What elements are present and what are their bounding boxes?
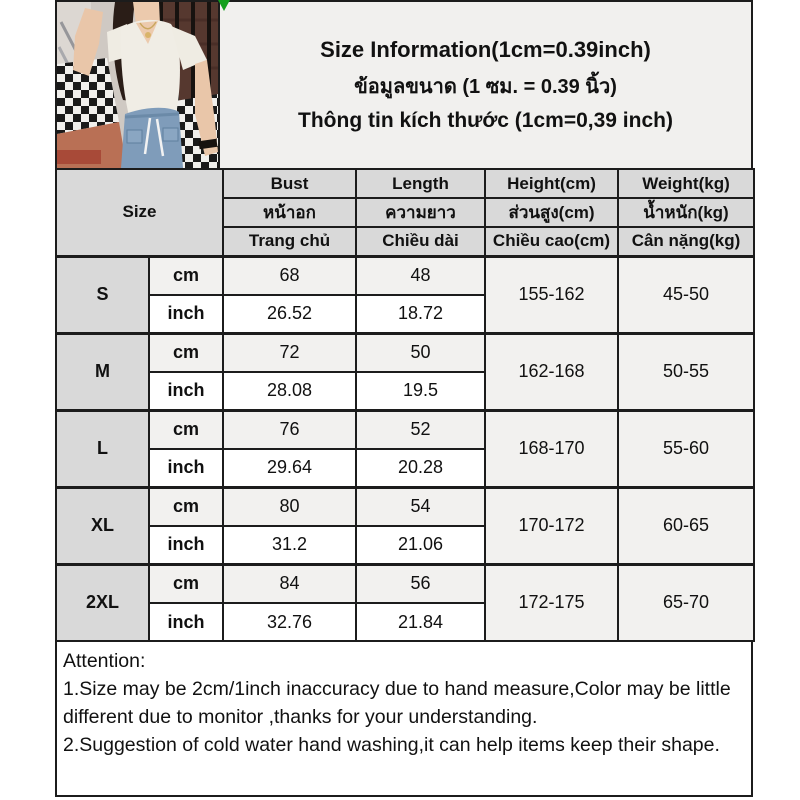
col-length-en: Length — [356, 169, 485, 198]
height-range: 162-168 — [485, 333, 618, 410]
unit-cm: cm — [149, 564, 223, 603]
col-bust-th: หน้าอก — [223, 198, 356, 227]
col-bust-vn: Trang chủ — [223, 227, 356, 256]
green-triangle-marker — [218, 0, 230, 11]
size-m: M — [56, 333, 149, 410]
product-photo-illustration — [57, 2, 218, 168]
height-range: 155-162 — [485, 256, 618, 333]
unit-cm: cm — [149, 333, 223, 372]
bust-inch-value: 31.2 — [223, 526, 356, 564]
col-weight-en: Weight(kg) — [618, 169, 754, 198]
length-cm-value: 48 — [356, 256, 485, 295]
top-section — [55, 0, 753, 170]
col-bust-en: Bust — [223, 169, 356, 198]
size-info-title — [220, 2, 751, 168]
table-row — [56, 333, 754, 372]
height-range: 168-170 — [485, 410, 618, 487]
height-range: 170-172 — [485, 487, 618, 564]
unit-inch: inch — [149, 372, 223, 410]
length-inch-value: 18.72 — [356, 295, 485, 333]
bust-inch-value: 28.08 — [223, 372, 356, 410]
product-photo — [57, 2, 220, 168]
col-length-vn: Chiều dài — [356, 227, 485, 256]
title-vietnamese: Thông tin kích thước (1cm=0,39 inch) — [298, 109, 673, 132]
title-english: Size Information(1cm=0.39inch) — [320, 37, 651, 62]
length-cm-value: 52 — [356, 410, 485, 449]
size-s: S — [56, 256, 149, 333]
height-range: 172-175 — [485, 564, 618, 641]
length-inch-value: 19.5 — [356, 372, 485, 410]
length-cm-value: 56 — [356, 564, 485, 603]
header-row-en — [56, 169, 754, 198]
size-l: L — [56, 410, 149, 487]
size-chart-sheet — [55, 0, 753, 797]
length-cm-value: 54 — [356, 487, 485, 526]
weight-range: 45-50 — [618, 256, 754, 333]
bust-cm-value: 84 — [223, 564, 356, 603]
col-weight-vn: Cân nặng(kg) — [618, 227, 754, 256]
attention-note-2: 2.Suggestion of cold water hand washing,it can help items keep their shape. — [63, 734, 720, 756]
table-row — [56, 410, 754, 449]
col-height-vn: Chiều cao(cm) — [485, 227, 618, 256]
length-inch-value: 21.06 — [356, 526, 485, 564]
length-inch-value: 20.28 — [356, 449, 485, 487]
table-row — [56, 256, 754, 295]
bust-inch-value: 29.64 — [223, 449, 356, 487]
title-thai: ข้อมูลขนาด (1 ซม. = 0.39 นิ้ว) — [354, 76, 617, 98]
bust-cm-value: 68 — [223, 256, 356, 295]
attention-heading: Attention: — [63, 650, 146, 672]
bust-inch-value: 32.76 — [223, 603, 356, 641]
col-weight-th: น้ำหนัก(kg) — [618, 198, 754, 227]
unit-inch: inch — [149, 526, 223, 564]
unit-inch: inch — [149, 295, 223, 333]
size-header: Size — [56, 169, 223, 256]
bust-inch-value: 26.52 — [223, 295, 356, 333]
weight-range: 50-55 — [618, 333, 754, 410]
bust-cm-value: 76 — [223, 410, 356, 449]
bust-cm-value: 72 — [223, 333, 356, 372]
weight-range: 65-70 — [618, 564, 754, 641]
col-height-en: Height(cm) — [485, 169, 618, 198]
table-row — [56, 564, 754, 603]
table-row — [56, 487, 754, 526]
unit-inch: inch — [149, 449, 223, 487]
size-2xl: 2XL — [56, 564, 149, 641]
attention-note-1: 1.Size may be 2cm/1inch inaccuracy due to hand measure,Color may be little different due to monitor ,thanks for your understanding. — [63, 678, 731, 728]
unit-inch: inch — [149, 603, 223, 641]
size-table — [55, 168, 755, 642]
length-inch-value: 21.84 — [356, 603, 485, 641]
weight-range: 55-60 — [618, 410, 754, 487]
unit-cm: cm — [149, 410, 223, 449]
col-length-th: ความยาว — [356, 198, 485, 227]
attention-box — [55, 640, 753, 797]
unit-cm: cm — [149, 487, 223, 526]
bust-cm-value: 80 — [223, 487, 356, 526]
unit-cm: cm — [149, 256, 223, 295]
length-cm-value: 50 — [356, 333, 485, 372]
weight-range: 60-65 — [618, 487, 754, 564]
size-xl: XL — [56, 487, 149, 564]
col-height-th: ส่วนสูง(cm) — [485, 198, 618, 227]
